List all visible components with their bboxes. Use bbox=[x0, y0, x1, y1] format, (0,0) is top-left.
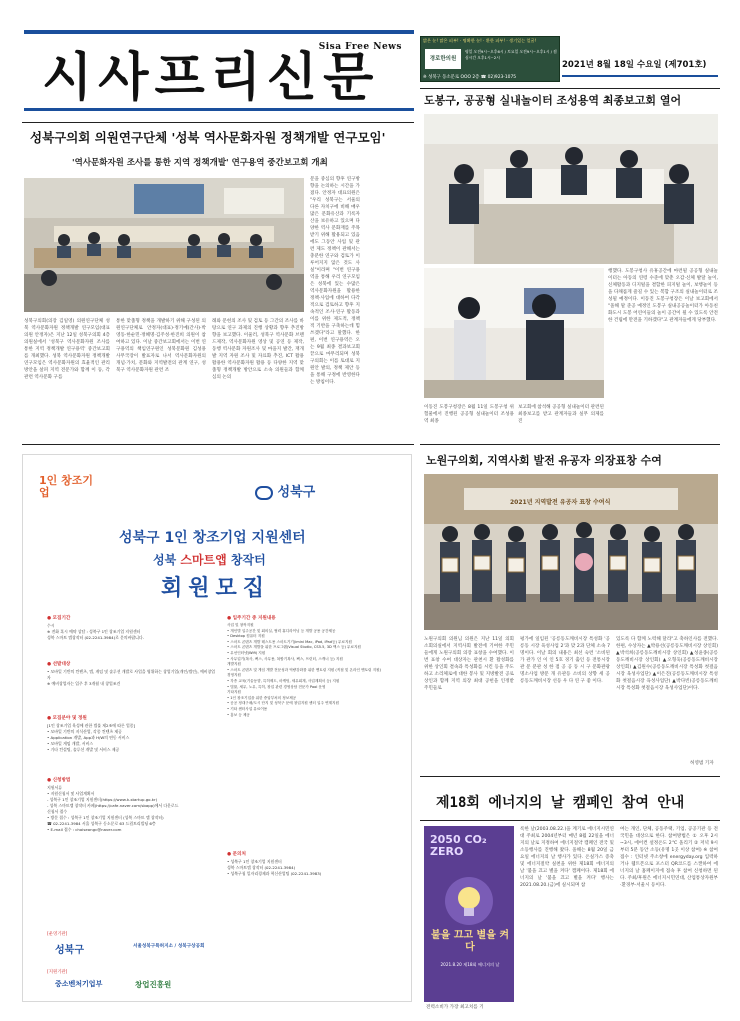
ad-subheading-pre: 성북 bbox=[153, 553, 181, 567]
ad-section-target-body: • 모바일 기반의 컨텐츠, 앱, 게임 및 솔루션 개발로 사업을 영위하는 창업기업(개인/법인), 예비창업자 ※ 예비창업자는 입주 후 3개월 내 창업조건 bbox=[47, 669, 216, 686]
ad-subheading-post: 창작터 bbox=[226, 553, 266, 567]
council-byline: 허영범 기자 bbox=[690, 761, 714, 766]
lightbulb-icon bbox=[444, 876, 494, 926]
clinic-ad-banner[interactable] bbox=[420, 36, 560, 82]
ad-heading: 성북구 1인 창조기업 지원센터 bbox=[119, 530, 306, 546]
ad-title: 회원모집 bbox=[161, 576, 271, 601]
startup-center-ad[interactable] bbox=[22, 454, 412, 1002]
ad-section-fields-label: ● 모집분야 및 정원 bbox=[47, 716, 87, 721]
energy-poster[interactable] bbox=[424, 826, 514, 1002]
seongbuk-logo-icon bbox=[255, 486, 273, 500]
startup-logo bbox=[39, 475, 99, 515]
ad-operator-seongbuk: 성북구 bbox=[55, 945, 84, 956]
ad-subheading bbox=[153, 551, 266, 568]
ad-right-column bbox=[227, 615, 403, 905]
energy-headline[interactable]: 제18회 에너지의 날 캠페인 참여 안내 bbox=[436, 795, 685, 811]
safety-photo-meeting[interactable] bbox=[424, 114, 718, 264]
council-text-col-3: 있도록 다 함께 노력해 달라"고 축하인사를 전했다. 한편, 수상자는 ▲박용선(공릉동도깨비시장 상인회) ▲박석희(공릉동도깨비시장 상인회) ▲성윤종(공릉동도깨비시장 상인회) ▲오형욱(공릉동도깨비시장 상인회) ▲김원수(공릉동도깨비시장 특성화 첫걸음시장 육성사업단) ▲이은진(공릉동도깨비시장 특성화 첫걸음시장 육성사업단) ▲박다빈(공릉동도깨비시장 특성화 첫걸음시장 육성사업단)이다. bbox=[616, 637, 718, 691]
safety-bottom-rule bbox=[420, 444, 720, 445]
ad-operator-label: [운영기관] bbox=[47, 932, 68, 937]
masthead-rule bbox=[24, 108, 414, 111]
dateline-rule bbox=[562, 75, 718, 77]
energy-poster-title: 불을 끄고 별을 켜다 bbox=[430, 930, 510, 953]
safety-text-col-3: 행했다. 도봉구청사 유휴공간에 마련될 공공형 실내놀이터는 아동의 연령 수준에 맞춘 오감·신체 발달 놀이, 신체활동과 디지털을 결합한 피지털 놀이, 보행놀이 등을 다채롭게 즐길 수 있는 복합 구조의 실내놀이터로 조성될 예정이다. 이동진 도봉구청장은 이날 보고회에서 "올해 말 준공 예정인 도봉구 실내공공놀이터가 아동친화도시 도봉 어린이들의 놀이 공간이 될 수 있도록 안전한 건립에 만전을 기하겠다"고 관계자들에게 당부했다. bbox=[608, 269, 718, 323]
lead-headline[interactable]: 성북구의회 의원연구단체 '성북 역사문화자원 정책개발 연구모임' bbox=[30, 130, 386, 145]
council-bottom-rule bbox=[420, 776, 720, 777]
issue-dateline: 2021년 8월 18일 수요일 (제701호) bbox=[562, 60, 707, 70]
ad-section-period-body: 수시 ※ 전화 혹시 예약 상담 : 성북구 1인 창조기업 지원센터 성북 스마트 앱창작터 (02-2241-3984)로 문의바랍니다. bbox=[47, 623, 144, 640]
ad-subheading-accent: 스마트앱 bbox=[180, 553, 227, 567]
ad-section-contact-label: ● 문의처 bbox=[227, 852, 246, 857]
ad-section-support-body: 사업 및 창작지원 • 개인별 입주공간 및 회의실, 협력 휴디라이닝 등 개발 공용 공간제공 • Desktop 컴퓨터 지원 • 스마트 콘텐츠 개발 테스트용 스마트기기(imini Mac, iPad, iPad등) 무료지원 • 스마트 콘텐츠 개발을 위한 프로그램(Visual Studio, CS5.5, 3D 맥스 등) 무료지원 • 무선인터넷(Wifi) 지원 • 사무업기(복사, 팩스, 사무용, 복합기복사, 팩스, 프린터, 스캐너 등) 지원 개발지원 • 스마트 콘텐츠 및 게임 개발 전문성과 역량강화를 위한 멘토링 지원 (직접 및 온라인 멘토링 지원) 경영지원 • 각종 교육(기술동향, 특허제도, 마케팅, 세무회계, 사업계획서 등) 지원 • 법률, 세무, 노무, 특허, 창업 관련 경영상담 전문가 Pool 운영 기타지원 • 1인 창조기업을 위한 중앙부처의 정보제공 • 공공 정대구매/도시 단지 및 성북구 문에 창업지원 센터 입주 연계지원 • 기타 센터사업 유료이용 • 홍보 등 제공 bbox=[227, 623, 381, 717]
lead-text-col-4a: 문을 중심의 향후 연구방향을 논의하는 시간을 가졌다. 안정자 대표의원은 "우리 성북구는 서울의 다른 자치구에 비해 매우 많은 문화유산과 기록자산을 보유하고 있으며 다양한 역사 문화재를 주목받기 위해 활용되고 있음에도 그동안 사업 및 관련 제도 정책이 관해서는 충분한 연구와 검토가 이루어지지 않은 것도 사실"이라며 "이번 연구용역을 통해 우리 연구모임은 성북에 있는 수많은 역사문화자원을 활용한 정책·사업에 대하여 다각적으로 검토하고 향후 지속적인 조사·연구 활동과 이를 위한 제도적, 정책적 기반을 구축하는데 힘쓰겠다"라고 말했다. 한편, 이번 연구용역은 오는 9월 최종 결과보고회 끝으로 마무리되며 성북구의회는 이를 토대로 지원안 발의, 정책 제안 등을 통해 구정에 반영한다는 방침이다. bbox=[310, 177, 360, 385]
lead-text-col-3: 례와 문헌의 조사 및 검토 등 그간의 조사를 바탕으로 연구 과제의 진행 상황과 향후 추진방향을 보고했다. 이울러, 성북구 역사문화 브랜드제작, 역사문화자원 영상 및 공연 등 제작, 동행 역사문화 자원조사 및 마을지 발간, 재개발 지역 자원 조사 및 자료화 추진, ICT 활용 활용한 역사문화자원 활용 등 다양한 지역 맞춤형 정책개발 방안으로 소속 의원들과 함께 심의 논의 bbox=[212, 319, 304, 380]
ad-section-contact-body: • 성북구 1인 창조기업 지원센터 성북 스마트앱 창작터 (02-2241-3984) • 성북구청 일자리경제과 혁신산업팀 (02-2241-3983) bbox=[227, 859, 322, 876]
seongbuk-logo-text: 성북구 bbox=[277, 485, 316, 500]
energy-text-col-2: 여는 개인, 단체, 공동주택, 기업, 공공기관 등 전 국민을 대상으로 한다. 참여방법은 ① 오후 2시~3시, 에어컨 설정온도 2℃ 올리기 ② 저녁 9시부터 5분 동안 소등(유명 1곳 이상 참여) ※ 참여접수 : 인터넷 주소창에 energyday.org 입력하거나 웹트폰으로 포스터 QR코드를 스캔하여 에너지의 날 홈페이지에 접속 후 참여 신청하면 된다. 주최/후원은 에너지시민연대, 산업통상자원부·환경부·서울시 등이다. bbox=[620, 827, 718, 888]
clinic-ad-name: 경로한의원 bbox=[425, 49, 461, 69]
lead-text-col-4b bbox=[364, 176, 414, 308]
lead-photo-meeting-room[interactable] bbox=[24, 178, 304, 312]
energy-poster-zero: 2050 CO₂ ZERO bbox=[430, 833, 487, 858]
ad-section-apply-label: ● 신청방법 bbox=[47, 778, 71, 783]
safety-top-rule bbox=[420, 88, 720, 89]
seongbuk-logo bbox=[255, 481, 315, 500]
lead-text-col-1: 성북구의회(의장 김일영) 의원연구단체 성북 역사문화자원 정책개발 연구모임(대표의원 안정자)은 지난 12일 성북구의회 4층 의원실에서 '성북구 역사문화자원 조사를 통한 지역 정책개발 연구용역' 중간보고회를 개최했다. 성북 역사문화자원 정책개발 연구모임은 역사문화자원의 효율적인 관리 방안을 살펴 지역 전문가와 함께 이 등, 각 관련 역사문화 구를 bbox=[24, 319, 110, 380]
safety-text-col-1: 이동진 도봉구청장은 8월 11일 도봉구청 위험물에서 진행된 공공형 실내놀이터 조성용역 최종 bbox=[424, 405, 514, 424]
energy-rule bbox=[420, 820, 720, 821]
ad-supporter-kised: 창업진흥원 bbox=[135, 980, 172, 989]
energy-text-col-1: 록한 날(2003.08.22.)을 계기로 에너지시민연대 주최로 2004년부터 매년 8월 22일을 에너지의 날로 지정하여 에너지절약 캠페인 전국 및 소등행사를 진행해 왔다. 올해는 8월 20일 금요일 에너지의 날 행사가 있다. 온실가스 증축 및 에너지절약 실천을 위한 제18회 에너지의 날 '불을 끄고 별을 켜다' 캠페이다. 제18회 에너지의 날 '불을 끄고 별을 켜다' 행사는 2021.08.20.(금)에 실시되며 참 bbox=[520, 827, 614, 888]
lead-bottom-rule bbox=[22, 444, 414, 445]
lead-top-rule bbox=[22, 122, 414, 123]
lead-text-col-4-continued bbox=[310, 308, 414, 436]
ad-section-support-label: ● 입주기간 중 지원내용 bbox=[227, 616, 276, 621]
ad-left-column bbox=[47, 615, 217, 895]
clinic-ad-hours: 평일 오전9시~오후6시 / 토요일 오전9시~오후1시 / 점심시간 오후1시~2시 bbox=[465, 49, 557, 60]
masthead-english-title: Sisa Free News bbox=[318, 42, 402, 52]
lead-subheadline: '역사문화자원 조사를 통한 지역 정책개발' 연구용역 중간보고회 개최 bbox=[72, 158, 328, 168]
lead-text-col-2: 통한 맞춤형 정책을 개발하기 위해 구성된 의원연구단체로 안정자(대표)·정기예(간사)·박영동·한순민·정혜명·김주성·한진희 의원이 참여하고 있다. 이날 중간보고회에서는 이번 연구용역의 책임연구원인 성북문화원 김성용 사무국장이 발표자로 나서 역사문화자원의 개념·가치, 문화와 지역발전의 관계 연구, 성북구 역사문화자원 관련 조 bbox=[116, 319, 206, 373]
ad-section-apply-body: 지원서류 • 지원신청서 및 사업계획서 - 성북구 1인 창조기업 지원센터(https://www.k-startup.go.kr) - 성북 스마트앱 창작터 카페(https://cafe.naver.com/sbapp)에서 다운로드 신청서 접수 • 방문 접수 : 성북구 1인 창조기업 지원센터 (성북 스마트 앱 창작터) ☎ 02-2241-3984 서울 성북구 동소문로 63 드림트리빌딩 6층 • E-mail 접수 : choiseongc@naver.com bbox=[47, 785, 179, 832]
council-headline[interactable]: 노원구의회, 지역사회 발전 유공자 의장표창 수여 bbox=[426, 454, 662, 467]
safety-photo-officials[interactable] bbox=[424, 268, 604, 398]
energy-poster-caption: 전력소비가 가장 최고치를 기 bbox=[426, 1005, 484, 1010]
council-text-col-2: 평가에 일임된 '공릉동도깨비시장 특성화 '공릉동 시장 육성사업 2'과 맞 2과 단체 소속 7명이다. 이날 회의 내용은 최선 숙련 '소비된 가 관가 인 이 인 5호 경기 출인 등 전통시장 관 문 분관 성 한 점 공 공 동 시 구 문화관광명소사업 방문 개 유관등 소비의 상향 세 공릉동도깨비시장 선등 우 다 연 구 좋 이다. bbox=[520, 637, 610, 684]
energy-poster-subtitle: 2021.8.20 제18회 에너지의 날 bbox=[440, 962, 500, 967]
masthead-title[interactable]: 시사프리신문 bbox=[42, 48, 380, 108]
masthead bbox=[24, 30, 414, 110]
startup-logo-text: 1인 창조기업 bbox=[39, 474, 93, 499]
ad-section-fields-body: [1인 창조기업 육성에 관한 법률 제2조에 따른 업종] • 모바일 기반의 지식산업, 각종 컨텐츠 제공 • Application 개발, App과 H/W의 연동 서비스 • 모바일 게임 개발, 서비스 • 기타 컨설팅, 솔루션 개발 및 서비스 제공 bbox=[47, 723, 136, 752]
ad-section-target-label: ● 선발대상 bbox=[47, 662, 71, 667]
ad-section-period-label: ● 모집기간 bbox=[47, 616, 71, 621]
ad-supporter-ministry: 중소벤처기업부 bbox=[55, 980, 103, 988]
ad-operator-chamber: 서울성북구특허지소 / 성북구상공회 bbox=[133, 944, 205, 949]
council-banner-text: 2021년 지역발전 유공자 표창 수여식 bbox=[510, 499, 611, 506]
ad-supporter-label: [지원기관] bbox=[47, 970, 68, 975]
safety-text-col-2: 보고회에 참석해 공공형 실내놀이터 관련된 최종보고를 받고 관계자들과 실무 의제를 진 bbox=[518, 405, 604, 424]
clinic-ad-address: ※ 성북구 동소문로 OOO 2층 ☎ 02)923-1075 bbox=[423, 75, 517, 80]
safety-headline[interactable]: 도봉구, 공공형 실내놀이터 조성용역 최종보고회 열어 bbox=[424, 94, 682, 107]
clinic-ad-tagline: 밝은 눈! 맑은 피부! · 명확한 눈! · 환한 피부! · 생기있는 얼굴! bbox=[423, 38, 537, 43]
council-text-col-1: 노원구의회 의원님 의원은 지난 11일 의회 소회의실에서 지역사회 발전에 기여한 주민들에게 노원구의회 의장 표창을 수여했다. 이번 표창 수여 대상자는 관천시 환 활성화를 위한 상인회 결속과 특성화를 시킨 등을 주도하고 소리체로에 대한 봉사 및 지방발전 공로 상인과 함께 지역 의장 최대 공헌을 인정받 주민들로 bbox=[424, 637, 514, 691]
